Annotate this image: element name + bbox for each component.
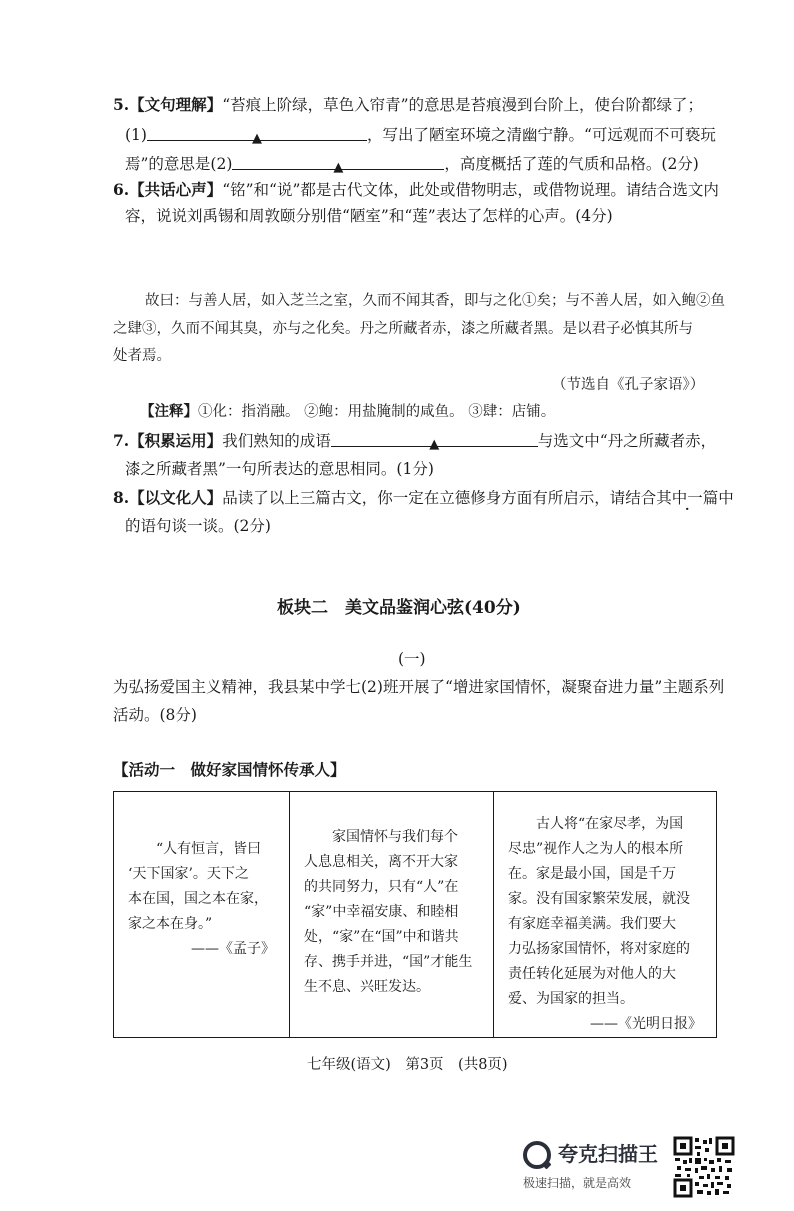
triangle-marker-icon: ▲ xyxy=(251,131,262,146)
q5-text-2: ，写出了陋室环境之清幽宁静。“可远观而不可亵玩 xyxy=(366,126,716,144)
q7-tag: 7.【积累运用】 xyxy=(113,431,223,450)
q5-text-1: “苔痕上阶绿，草色入帘青”的意思是苔痕漫到台阶上，使台阶都绿了； xyxy=(222,96,704,114)
question-7-line-1 xyxy=(113,430,716,452)
cell-line: 家。没有国家繁荣发展，就没 xyxy=(508,891,690,907)
qr-code-icon xyxy=(673,1136,735,1198)
scanner-logo-icon xyxy=(523,1141,551,1169)
passage-line-2: 之肆③，久而不闻其臭，亦与之化矣。丹之所藏者赤，漆之所藏者黑。是以君子必慎其所与 xyxy=(113,321,693,337)
q6-text-1: “铭”和“说”都是古代文体，此处或借物明志，或借物说理。请结合选文内 xyxy=(222,181,719,199)
section-intro-1: 为弘扬爱国主义精神，我县某中学七(2)班开展了“增进家国情怀，凝聚奋进力量”主题系列 xyxy=(113,678,725,696)
answer-blank-2[interactable] xyxy=(232,153,444,175)
passage-notes xyxy=(140,401,555,423)
q8-emphasis: 其中一篇 xyxy=(656,489,719,507)
cell-line: 责任转化延展为对他人的大 xyxy=(508,966,676,982)
passage-line-3: 处者焉。 xyxy=(113,348,171,364)
notes-text: ①化：指消融。 ②鲍：用盐腌制的咸鱼。 ③肆：店铺。 xyxy=(198,404,556,420)
cell-line: 的共同努力，只有“人”在 xyxy=(304,879,459,895)
table-cell xyxy=(114,792,289,1037)
activity-heading: 【活动一 做好家国情怀传承人】 xyxy=(113,760,346,779)
question-7-line-2: 漆之所藏者黑”一句所表达的意思相同。(1分) xyxy=(125,460,434,478)
cell-line: 人息息相关，离不开大家 xyxy=(304,854,458,870)
question-8-line-2: 的语句谈一谈。(2分) xyxy=(125,517,271,535)
section-subtitle: (一) xyxy=(398,650,426,668)
cell-line: “家”中幸福安康、和睦相 xyxy=(304,904,459,920)
q5-blank-2-label: 焉”的意思是(2) xyxy=(125,155,233,173)
notes-label: 【注释】 xyxy=(140,403,198,420)
scanner-slogan: 极速扫描，就是高效 xyxy=(523,1176,632,1190)
scanner-brand: 夸克扫描王 xyxy=(558,1142,658,1166)
cell-source: ——《孟子》 xyxy=(191,941,275,957)
cell-line: 生不息、兴旺发达。 xyxy=(304,979,430,995)
q5-blank-1-label: (1) xyxy=(125,126,147,144)
cell-source: ——《光明日报》 xyxy=(590,1016,702,1032)
section-intro-2: 活动。(8分) xyxy=(113,706,197,724)
question-5-line-3 xyxy=(125,153,699,175)
cell-line: 处，“家”在“国”中和谐共 xyxy=(304,929,459,945)
table-cell xyxy=(289,792,493,1037)
question-5-line-1 xyxy=(113,94,703,116)
table-cell xyxy=(493,792,716,1037)
cell-line: 家之本在身。” xyxy=(128,916,213,932)
q6-tag: 6.【共话心声】 xyxy=(113,180,223,199)
section-title: 板块二 美文品鉴润心弦(40分) xyxy=(277,598,521,618)
cell-line: 有家庭幸福美满。我们要大 xyxy=(508,916,676,932)
q8-text-b: 中 xyxy=(718,489,734,507)
cell-line: 力弘扬家国情怀，将对家庭的 xyxy=(508,941,690,957)
triangle-marker-icon: ▲ xyxy=(429,437,440,452)
scan-circle-icon xyxy=(523,1141,551,1169)
cell-line: 在。家是最小国，国是千万 xyxy=(508,866,676,882)
q5-text-3: ，高度概括了莲的气质和品格。(2分) xyxy=(444,155,699,173)
q7-prefix: 我们熟知的成语 xyxy=(222,432,331,450)
cell-line: 尽忠”视作人之为人的根本所 xyxy=(508,841,684,857)
passage-source: （节选自《孔子家语》） xyxy=(552,377,705,393)
q5-tag: 5.【文句理解】 xyxy=(113,95,223,114)
cell-line: 爱、为国家的担当。 xyxy=(508,991,634,1007)
q8-text-a: 品读了以上三篇古文，你一定在立德修身方面有所启示，请结合 xyxy=(222,489,657,507)
page-footer: 七年级(语文) 第3页 (共8页) xyxy=(307,1057,508,1073)
cell-line: 家国情怀与我们每个 xyxy=(332,829,458,845)
cell-line: “人有恒言，皆曰 xyxy=(156,841,262,857)
answer-blank-1[interactable] xyxy=(147,124,367,146)
cell-line: 古人将“在家尽孝，为国 xyxy=(536,816,684,832)
q7-suffix: 与选文中“丹之所藏者赤， xyxy=(537,432,717,450)
triangle-marker-icon: ▲ xyxy=(333,160,344,175)
answer-blank-3[interactable] xyxy=(331,430,538,452)
cell-line: 本在国，国之本在家， xyxy=(128,891,268,907)
question-6-line-2: 容，说说刘禹锡和周敦颐分别借“陋室”和“莲”表达了怎样的心声。(4分) xyxy=(125,207,613,225)
question-5-line-2 xyxy=(125,124,716,146)
quotation-table xyxy=(113,791,717,1038)
question-6-line-1 xyxy=(113,179,719,201)
question-8-line-1 xyxy=(113,487,734,509)
q8-tag: 8.【以文化人】 xyxy=(113,488,223,507)
cell-line: 存、携手并进，“国”才能生 xyxy=(304,954,473,970)
passage-line-1: 故曰：与善人居，如入芝兰之室，久而不闻其香，即与之化①矣；与不善人居，如入鲍②鱼 xyxy=(145,293,725,309)
cell-line: ‘天下国家’。天下之 xyxy=(128,866,249,882)
